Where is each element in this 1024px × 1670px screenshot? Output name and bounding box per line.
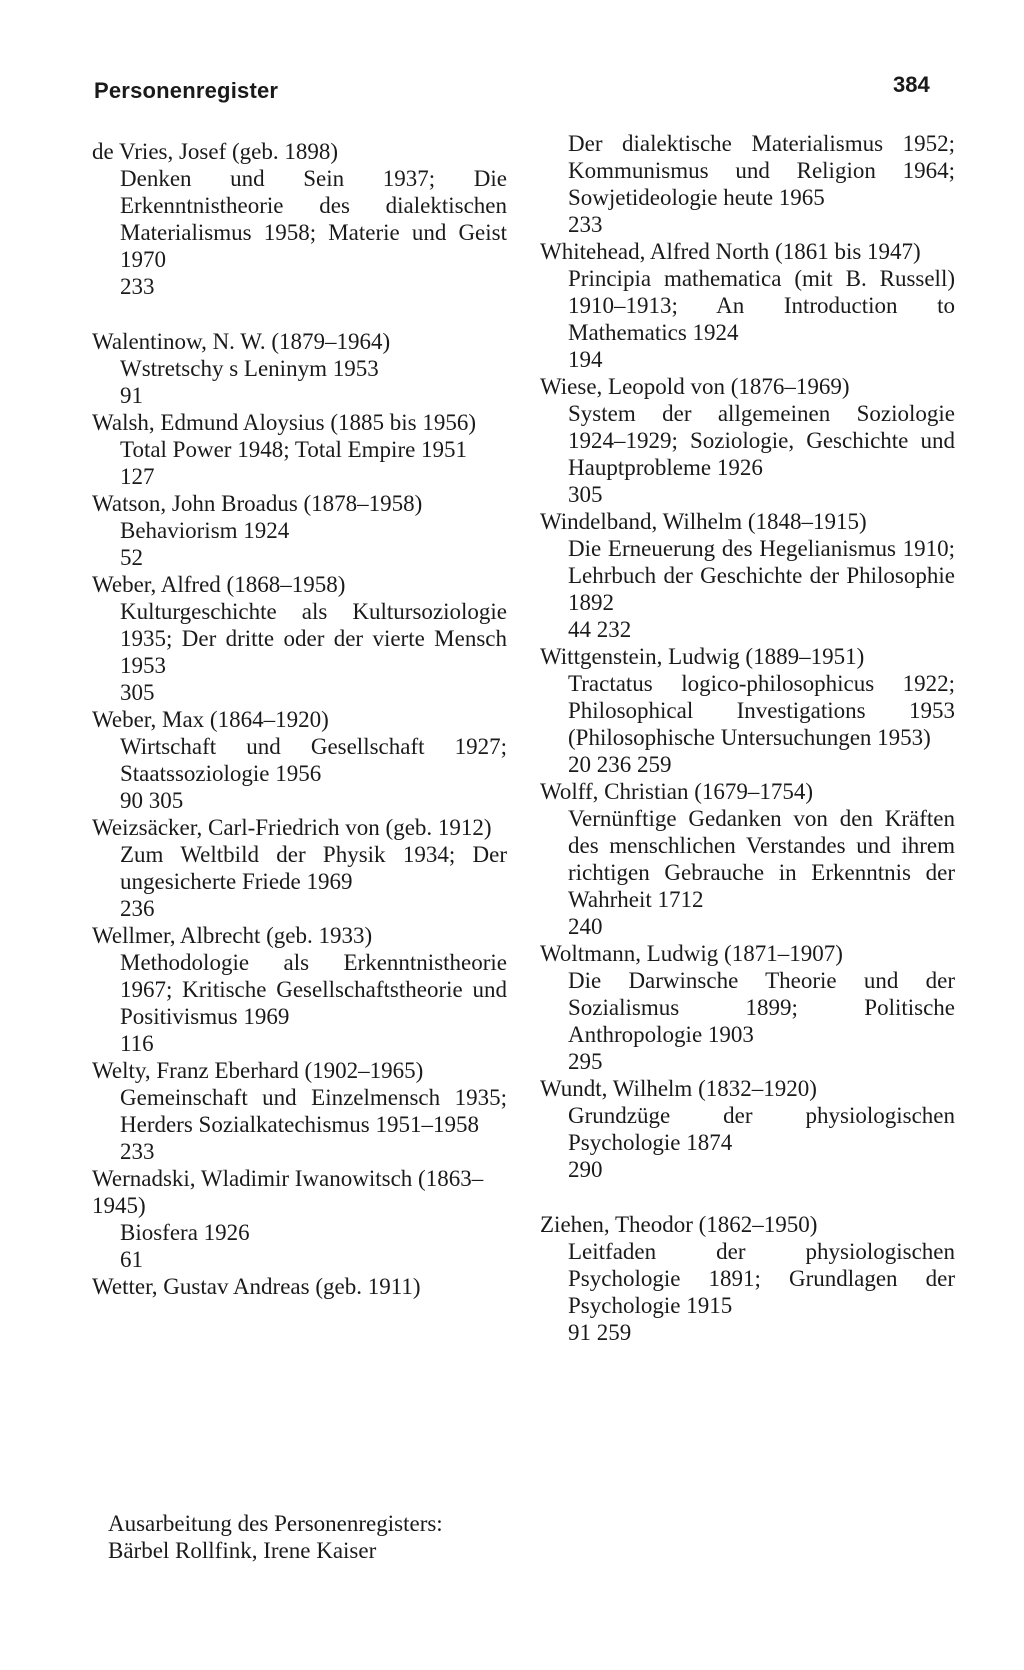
index-credit: [108, 1510, 443, 1564]
index-entry: [92, 409, 507, 490]
entry-pages: 233: [120, 274, 155, 299]
entry-name: Weizsäcker, Carl-Friedrich von (geb. 1912): [92, 815, 492, 840]
entry-name: Watson, John Broadus (1878–1958): [92, 491, 423, 516]
index-entry: [540, 238, 955, 373]
entry-pages: 233: [568, 212, 603, 237]
entry-pages: 233: [120, 1139, 155, 1164]
entry-works: Total Power 1948; Total Empire 1951: [120, 437, 468, 462]
entry-works: Behaviorism 1924: [120, 518, 290, 543]
entry-pages: 240: [568, 914, 603, 939]
index-entry: [92, 1165, 507, 1273]
entry-name: Wernadski, Wladimir Iwanowitsch (1863–1945): [92, 1166, 484, 1218]
index-column-right: [540, 130, 955, 1346]
index-column-left: [92, 138, 507, 1300]
entry-name: Weber, Max (1864–1920): [92, 707, 329, 732]
index-entry: [92, 571, 507, 706]
entry-works: Wirtschaft und Gesellschaft 1927; Staatssoziologie 1956: [120, 734, 507, 786]
index-entry: [540, 373, 955, 508]
entry-pages: 52: [120, 545, 143, 570]
entry-pages: 61: [120, 1247, 143, 1272]
entry-works: Tractatus logico-philosophicus 1922; Philosophical Investigations 1953 (Philosophische Untersuchungen 1953): [568, 671, 955, 750]
entry-name: Walentinow, N. W. (1879–1964): [92, 329, 391, 354]
entry-pages: 194: [568, 347, 603, 372]
entry-name: Windelband, Wilhelm (1848–1915): [540, 509, 867, 534]
entry-works: Leitfaden der physiologischen Psychologie 1891; Grundlagen der Psychologie 1915: [568, 1239, 955, 1318]
entry-name: Woltmann, Ludwig (1871–1907): [540, 941, 843, 966]
page-title: Personenregister: [94, 78, 279, 103]
entry-name: Wiese, Leopold von (1876–1969): [540, 374, 850, 399]
index-entry: [540, 508, 955, 643]
entry-works: Gemeinschaft und Einzelmensch 1935; Herders Sozialkatechismus 1951–1958: [120, 1085, 507, 1137]
entry-pages: 20 236 259: [568, 752, 672, 777]
entry-name: Weber, Alfred (1868–1958): [92, 572, 346, 597]
entry-works: Die Erneuerung des Hegelianismus 1910; Lehrbuch der Geschichte der Philosophie 1892: [568, 536, 955, 615]
entry-works: Denken und Sein 1937; Die Erkenntnistheorie des dialektischen Materialismus 1958; Materie und Geist 1970: [120, 166, 507, 272]
credit-line-1: Ausarbeitung des Personenregisters:: [108, 1511, 443, 1536]
index-entry: [540, 778, 955, 940]
entry-works: Biosfera 1926: [120, 1220, 250, 1245]
entry-name: Wellmer, Albrecht (geb. 1933): [92, 923, 373, 948]
entry-pages: 116: [120, 1031, 154, 1056]
entry-pages: 290: [568, 1157, 603, 1182]
credit-line-2: Bärbel Rollfink, Irene Kaiser: [108, 1538, 377, 1563]
entry-name: Wetter, Gustav Andreas (geb. 1911): [92, 1274, 421, 1299]
entry-pages: 90 305: [120, 788, 184, 813]
entry-works: Die Darwinsche Theorie und der Sozialismus 1899; Politische Anthropologie 1903: [568, 968, 955, 1047]
entry-name: Welty, Franz Eberhard (1902–1965): [92, 1058, 424, 1083]
entry-works: Der dialektische Materialismus 1952; Kommunismus und Religion 1964; Sowjetideologie heute 1965: [568, 131, 955, 210]
entry-pages: 305: [120, 680, 155, 705]
index-entry: [92, 328, 507, 409]
entry-pages: 305: [568, 482, 603, 507]
page-number: 384: [893, 72, 930, 97]
entry-works: Wstretschy s Leninym 1953: [120, 356, 379, 381]
entry-name: Whitehead, Alfred North (1861 bis 1947): [540, 239, 921, 264]
index-entry: [540, 643, 955, 778]
entry-name: Walsh, Edmund Aloysius (1885 bis 1956): [92, 410, 477, 435]
entry-name: Wundt, Wilhelm (1832–1920): [540, 1076, 817, 1101]
index-entry: [540, 940, 955, 1075]
entry-pages: 91: [120, 383, 143, 408]
index-entry: [92, 706, 507, 814]
entry-pages: 295: [568, 1049, 603, 1074]
entry-name: de Vries, Josef (geb. 1898): [92, 139, 339, 164]
index-entry-continued: [540, 130, 955, 238]
index-entry: [92, 1057, 507, 1165]
entry-pages: 44 232: [568, 617, 632, 642]
entry-works: Vernünftige Gedanken von den Kräften des menschlichen Verstandes und ihrem richtigen Gebrauche in Erkenntnis der Wahrheit 1712: [568, 806, 955, 912]
index-entry: [92, 490, 507, 571]
index-entry: [92, 138, 507, 300]
entry-works: Methodologie als Erkenntnistheorie 1967; Kritische Gesellschaftstheorie und Positivismus 1969: [120, 950, 507, 1029]
entry-works: Principia mathematica (mit B. Russell) 1910–1913; An Introduction to Mathematics 1924: [568, 266, 955, 345]
entry-pages: 91 259: [568, 1320, 632, 1345]
index-entry: [92, 922, 507, 1057]
entry-name: Wolff, Christian (1679–1754): [540, 779, 814, 804]
index-entry: [92, 814, 507, 922]
entry-pages: 236: [120, 896, 155, 921]
entry-works: Kulturgeschichte als Kultursoziologie 1935; Der dritte oder der vierte Mensch 1953: [120, 599, 507, 678]
entry-pages: 127: [120, 464, 155, 489]
entry-name: Wittgenstein, Ludwig (1889–1951): [540, 644, 865, 669]
entry-works: Grundzüge der physiologischen Psychologie 1874: [568, 1103, 955, 1155]
index-entry: [540, 1075, 955, 1183]
index-entry: [92, 1273, 507, 1300]
entry-works: Zum Weltbild der Physik 1934; Der ungesicherte Friede 1969: [120, 842, 507, 894]
index-entry: [540, 1211, 955, 1346]
entry-name: Ziehen, Theodor (1862–1950): [540, 1212, 818, 1237]
entry-works: System der allgemeinen Soziologie 1924–1929; Soziologie, Geschichte und Hauptprobleme 1926: [568, 401, 955, 480]
